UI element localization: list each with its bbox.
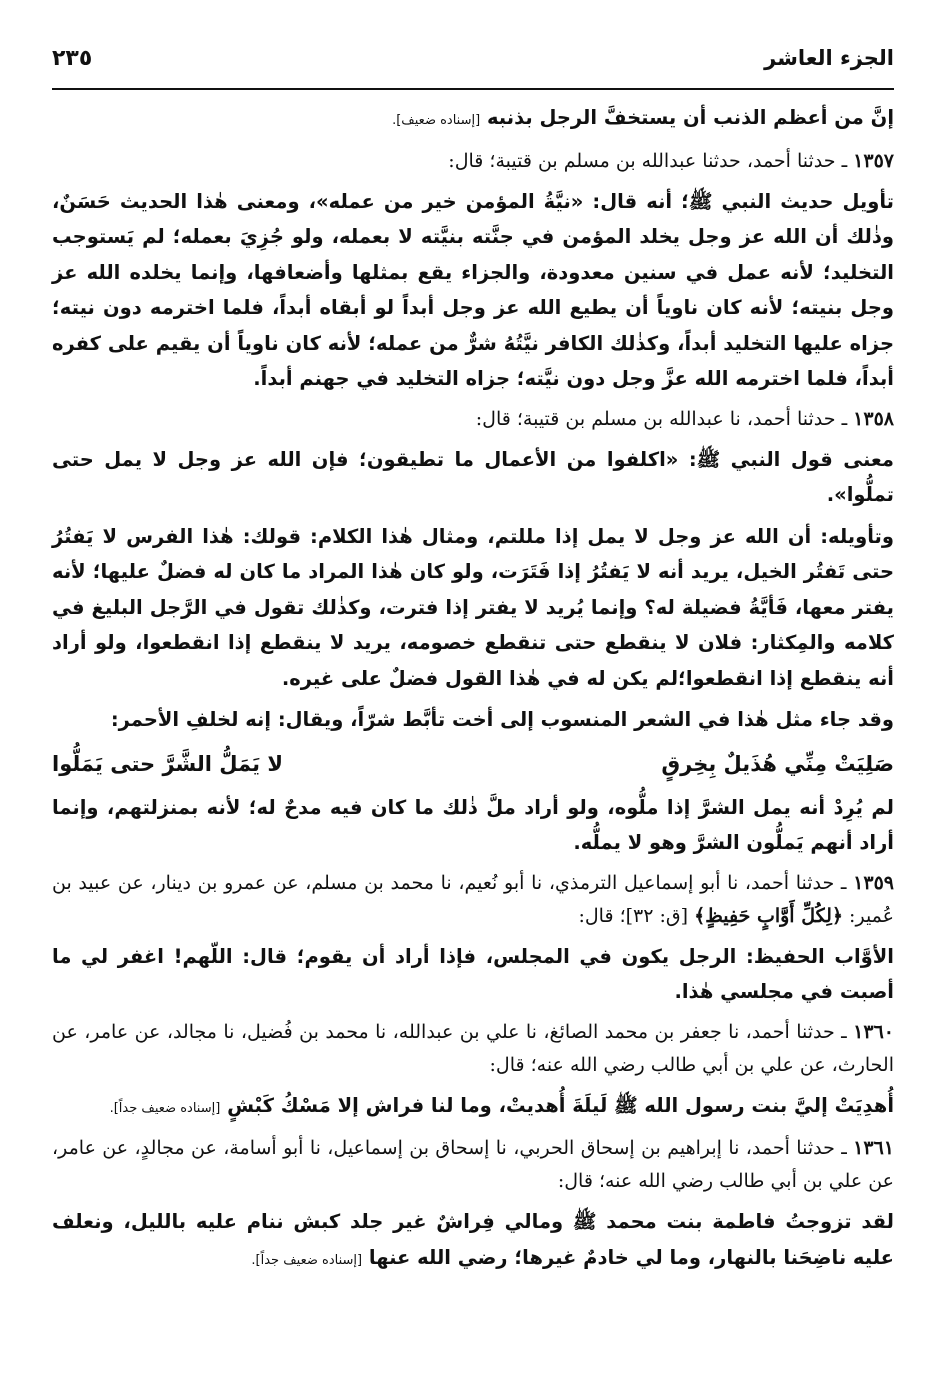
hadith-1357-chain [52, 145, 894, 178]
hadith-number: ١٣٥٧ [853, 149, 894, 172]
chain-text: ـ حدثنا أحمد، نا أبو إسماعيل الترمذي، نا أبو نُعيم، نا محمد بن مسلم، عن عمرو بن دينار، عن عبيد بن عُمير: [52, 871, 894, 927]
verse-second-hemistich: لا يَمَلُّ الشَّرَّ حتى يَمَلُّوا [52, 751, 283, 776]
hadith-1358-text: معنى قول النبي ﷺ: «اكلفوا من الأعمال ما تطيقون؛ فإن الله عز وجل لا يمل حتى تملُّوا». [52, 447, 894, 506]
hadith-1361-text [52, 1204, 894, 1278]
hadith-1358-chain [52, 403, 894, 436]
chain-text: ـ حدثنا أحمد، نا إبراهيم بن إسحاق الحربي، نا إسحاق بن إسماعيل، نا أبو أسامة، عن مجالدٍ، عن عامر، عن علي بن أبي طالب رضي الله عنه؛ قال: [52, 1137, 894, 1192]
chain-text: ـ حدثنا أحمد، حدثنا عبدالله بن مسلم بن قتيبة؛ قال: [448, 149, 854, 172]
part-title: الجزء العاشر [764, 46, 894, 70]
page-header [52, 44, 894, 84]
hadith-1358-explanation: لم يُرِدْ أنه يمل الشرَّ إذا ملُّوه، ولو أراد ملَّ ذٰلك ما كان فيه مدحٌ له؛ لأنه بمنزلتهم، وإنما أراد أنهم يَملُّون الشرَّ وهو لا يملُّه. [52, 795, 894, 854]
matn-text: لقد تزوجتُ فاطمة بنت محمد ﷺ ومالي فِراشٌ غير جلد كبش ننام عليه بالليل، ونعلف عليه ناضِحَنا بالنهار، وما لي خادمٌ غيرها؛ رضي الله عنها [52, 1210, 894, 1269]
poem-verse [52, 744, 894, 784]
quran-reference: [ق: ٣٢]؛ قال: [578, 904, 695, 927]
page-number: ٢٣٥ [52, 46, 93, 71]
isnad-grade: [إسناده ضعيف]. [392, 113, 481, 128]
hadith-1361-chain [52, 1132, 894, 1198]
isnad-grade: [إسناده ضعيف جداً]. [109, 1100, 221, 1116]
chain-text: ـ حدثنا أحمد، نا عبدالله بن مسلم بن قتيبة؛ قال: [475, 407, 854, 430]
hadith-1360-text [52, 1088, 894, 1127]
hadith-1359-text: الأوَّاب الحفيظ: الرجل يكون في المجلس، فإذا أراد أن يقوم؛ قال: اللّهم! اغفر لي ما أصبت في مجلسي هٰذا. [52, 944, 894, 1003]
isnad-grade: [إسناده ضعيف جداً]. [251, 1252, 363, 1268]
hadith-1358-poem-intro: وقد جاء مثل هٰذا في الشعر المنسوب إلى أخت تأبَّط شرّاً، ويقال: إنه لخلفِ الأحمر: [110, 708, 894, 731]
hadith-1359-chain [52, 867, 894, 933]
header-rule [52, 88, 894, 90]
hadith-1358-commentary: وتأويله: أن الله عز وجل لا يمل إذا مللتم، ومثال هٰذا الكلام: قولك: هٰذا الفرس لا يَفتُرُ حتى تَفتُر الخيل، يريد أنه لا يَفتُرُ إذا فَتَرَت، ولو كان هٰذا المراد ما كان له فضلٌ عليها؛ لأنه يفتر معها، فَأيَّةُ فضيلة له؟ وإنما يُريد لا يفتر إذا فترت، وكذٰلك تقول في الرَّجل البليغ في كلامه والمِكثار: فلان لا ينقطع حتى تنقطع خصومه، يريد لا ينقطع إذا انقطعوا، ولو أراد أنه ينقطع إذا انقطعوا؛لم يكن له في هٰذا القول فضلٌ على غيره. [52, 524, 894, 690]
hadith-number: ١٣٥٩ [853, 871, 894, 894]
quran-verse: ﴿لِكُلِّ أَوَّابٍ حَفِيظٍ﴾ [694, 904, 844, 927]
hadith-1360-chain [52, 1016, 894, 1082]
matn-text: أُهدِيَتْ إليَّ بنت رسول الله ﷺ لَيلَةَ أُهديتْ، وما لنا فراش إلا مَسْكُ كَبْشٍ [227, 1093, 894, 1117]
hadith-number: ١٣٥٨ [853, 407, 894, 430]
verse-first-hemistich: صَلِيَتْ مِنِّي هُذَيلٌ بِخِرقٍ [661, 751, 894, 776]
hadith-number: ١٣٦٠ [853, 1020, 894, 1043]
paragraph-continued [52, 100, 894, 139]
chain-text: ـ حدثنا أحمد، نا جعفر بن محمد الصائغ، نا علي بن عبدالله، نا محمد بن فُضيل، نا مجالد، عن عامر، عن الحارث، عن علي بن أبي طالب رضي الله عنه؛ قال: [52, 1020, 894, 1076]
hadith-number: ١٣٦١ [853, 1137, 894, 1159]
hadith-1357-text: تأويل حديث النبي ﷺ؛ أنه قال: «نيَّةُ المؤمن خير من عمله»، ومعنى هٰذا الحديث حَسَنٌ، وذٰلك أن الله عز وجل يخلد المؤمن في جنَّته بنيَّته لا بعمله، ولو جُزِيَ بعمله؛ لم يَستوجب التخليد؛ لأنه عمل في سنين معدودة، والجزاء يقع بمثلها وأضعافها، وإنما يخلده الله عز وجل بنيته؛ لأنه كان ناوياً أن يطيع الله عز وجل أبداً لو أبقاه أبداً، فلما اخترمه دون نيته؛ جزاه عليها التخليد أبداً، وكذٰلك الكافر نيَّتُهُ شرٌّ من عمله؛ لأنه كان ناوياً أن يقيم على كفره أبداً، فلما اخترمه الله عزَّ وجل دون نيَّته؛ جزاه التخليد في جهنم أبداً. [52, 189, 894, 390]
paragraph-text: إنَّ من أعظم الذنب أن يستخفَّ الرجل بذنبه [486, 106, 894, 129]
page-body [52, 100, 894, 1278]
